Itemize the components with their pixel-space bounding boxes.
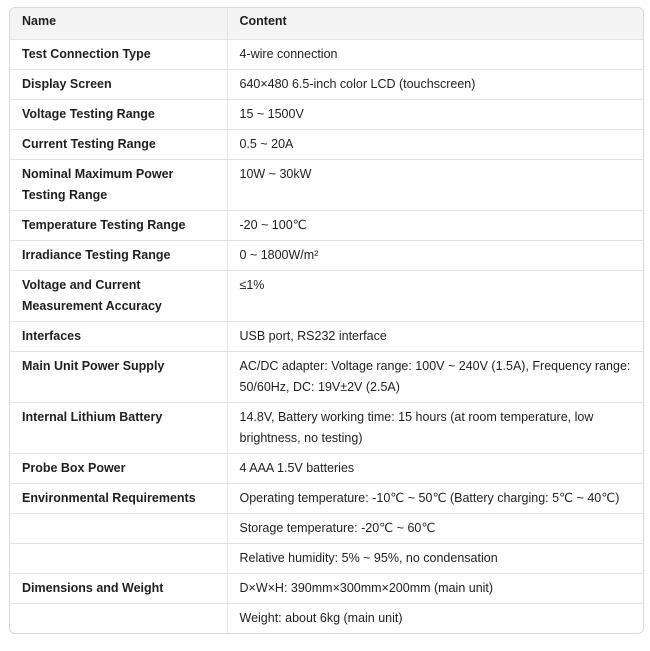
- table-row: [10, 604, 643, 634]
- table-row: [10, 160, 643, 211]
- row-name: Main Unit Power Supply: [10, 352, 227, 403]
- row-name: Internal Lithium Battery: [10, 403, 227, 454]
- table-row: [10, 100, 643, 130]
- table-row: [10, 130, 643, 160]
- table-row: [10, 352, 643, 403]
- row-name: [10, 514, 227, 544]
- row-name: [10, 544, 227, 574]
- row-content: Relative humidity: 5% ~ 95%, no condensation: [227, 544, 643, 574]
- row-content: ≤1%: [227, 271, 643, 322]
- spec-table-container: [9, 7, 644, 634]
- row-content: AC/DC adapter: Voltage range: 100V ~ 240V (1.5A), Frequency range: 50/60Hz, DC: 19V±2V (2.5A): [227, 352, 643, 403]
- header-name: Name: [10, 8, 227, 40]
- table-row: [10, 241, 643, 271]
- row-content: 4-wire connection: [227, 40, 643, 70]
- row-name: Test Connection Type: [10, 40, 227, 70]
- row-name: Interfaces: [10, 322, 227, 352]
- row-content: USB port, RS232 interface: [227, 322, 643, 352]
- table-header-row: [10, 8, 643, 40]
- table-row: [10, 574, 643, 604]
- table-row: [10, 454, 643, 484]
- row-content: Weight: about 6kg (main unit): [227, 604, 643, 634]
- row-content: 14.8V, Battery working time: 15 hours (at room temperature, low brightness, no testing): [227, 403, 643, 454]
- row-name: Dimensions and Weight: [10, 574, 227, 604]
- row-name: Temperature Testing Range: [10, 211, 227, 241]
- table-row: [10, 544, 643, 574]
- row-content: D×W×H: 390mm×300mm×200mm (main unit): [227, 574, 643, 604]
- row-name: Nominal Maximum Power Testing Range: [10, 160, 227, 211]
- row-content: 15 ~ 1500V: [227, 100, 643, 130]
- row-name: Irradiance Testing Range: [10, 241, 227, 271]
- table-row: [10, 322, 643, 352]
- row-name: [10, 604, 227, 634]
- table-row: [10, 514, 643, 544]
- row-name: Probe Box Power: [10, 454, 227, 484]
- table-row: [10, 40, 643, 70]
- row-name: Display Screen: [10, 70, 227, 100]
- row-content: 4 AAA 1.5V batteries: [227, 454, 643, 484]
- row-content: 10W ~ 30kW: [227, 160, 643, 211]
- row-content: 640×480 6.5-inch color LCD (touchscreen): [227, 70, 643, 100]
- row-name: Environmental Requirements: [10, 484, 227, 514]
- table-row: [10, 271, 643, 322]
- spec-table: [10, 8, 643, 633]
- row-content: 0 ~ 1800W/m²: [227, 241, 643, 271]
- row-name: Voltage Testing Range: [10, 100, 227, 130]
- row-content: -20 ~ 100℃: [227, 211, 643, 241]
- header-content: Content: [227, 8, 643, 40]
- table-row: [10, 70, 643, 100]
- table-row: [10, 484, 643, 514]
- table-row: [10, 403, 643, 454]
- table-row: [10, 211, 643, 241]
- row-content: Operating temperature: -10℃ ~ 50℃ (Battery charging: 5℃ ~ 40℃): [227, 484, 643, 514]
- row-name: Current Testing Range: [10, 130, 227, 160]
- row-content: 0.5 ~ 20A: [227, 130, 643, 160]
- row-name: Voltage and Current Measurement Accuracy: [10, 271, 227, 322]
- row-content: Storage temperature: -20℃ ~ 60℃: [227, 514, 643, 544]
